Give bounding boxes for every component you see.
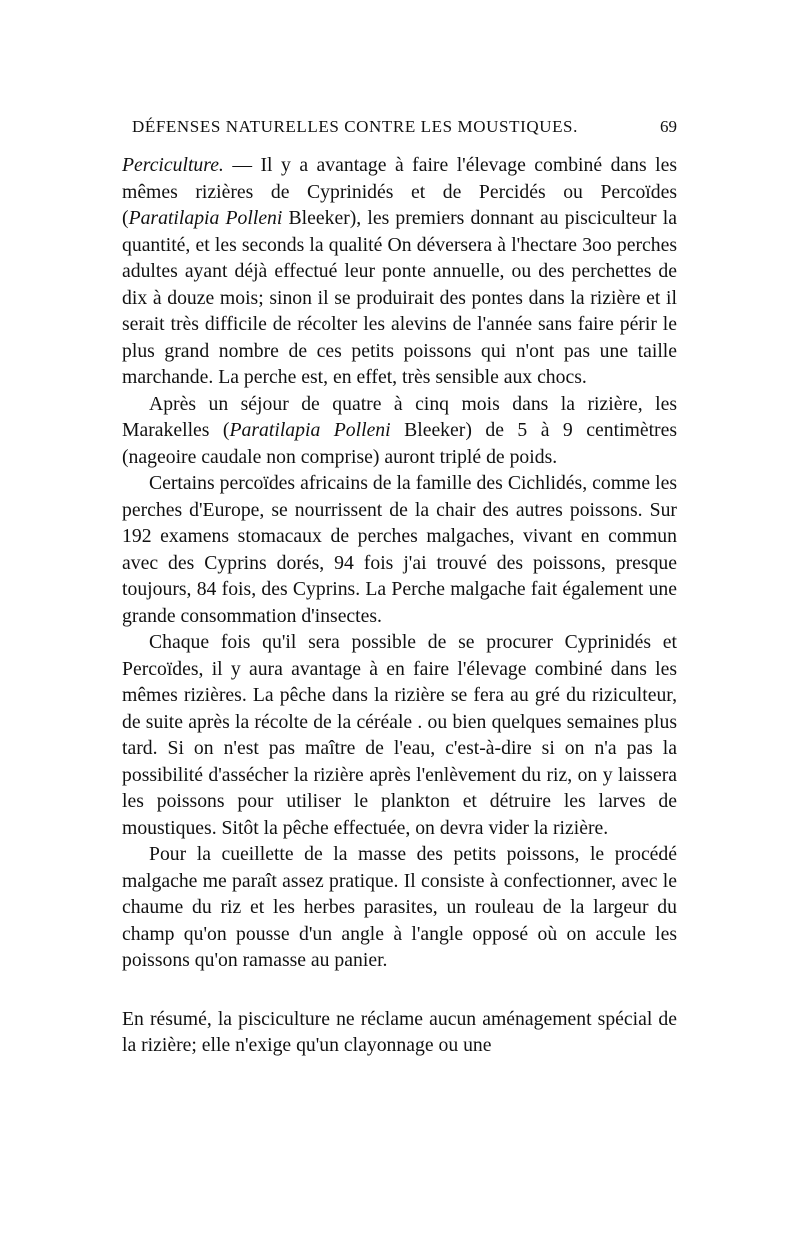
species-name: Paratilapia Polleni	[128, 207, 283, 229]
paragraph-marakelles	[122, 391, 677, 471]
paragraph-lead: Perciculture.	[122, 154, 224, 176]
paragraph-text: Bleeker) de 5 à 9 centimètres (nageoire caudale non comprise) auront triplé de poids.	[122, 419, 677, 468]
running-head	[132, 112, 677, 142]
paragraph-resume: En résumé, la pisciculture ne réclame aucun aménagement spécial de la rizière; elle n'exige qu'un clayonnage ou une	[122, 1007, 677, 1056]
running-title: DÉFENSES NATURELLES CONTRE LES MOUSTIQUES.	[132, 117, 578, 136]
book-page	[122, 112, 677, 1059]
paragraph-text: Bleeker), les premiers donnant au pisciculteur la quantité, et les seconds la qualité On déversera à l'hectare 3oo perches adultes ayant déjà effectué leur ponte annuelle, ou des perchettes de dix à douze mois; sinon il se produirait des pontes dans la rizière et il serait très difficile de récolter les alevins de l'année sans faire périr le plus grand nombre de ces petits poissons qui n'ont pas une taille marchande. La perche est, en effet, très sensible aux chocs.	[122, 207, 677, 388]
body-text	[122, 152, 677, 1059]
paragraph-text: Après un séjour de quatre à cinq mois dans la rizière, les Marakelles (	[122, 392, 677, 441]
paragraph-text: — Il y a avantage à faire l'élevage combiné dans les mêmes rizières de Cyprinidés et de Percidés ou Percoïdes (	[122, 154, 677, 229]
species-name: Paratilapia Polleni	[229, 419, 391, 441]
page-number: 69	[660, 117, 677, 136]
paragraph-perciculture	[122, 152, 677, 391]
paragraph-cichlides: Certains percoïdes africains de la famille des Cichlidés, comme les perches d'Europe, se nourrissent de la chair des autres poissons. Sur 192 examens stomacaux de perches malgaches, vivant en commun avec des Cyprins dorés, 94 fois j'ai trouvé des poissons, presque toujours, 84 fois, des Cyprins. La Perche malgache fait également une grande consommation d'insectes.	[122, 472, 677, 627]
paragraph-elevage-combine: Chaque fois qu'il sera possible de se procurer Cyprinidés et Percoïdes, il y aura avantage à en faire l'élevage combiné dans les mêmes rizières. La pêche dans la rizière se fera au gré du riziculteur, de suite après la récolte de la céréale . ou bien quelques semaines plus tard. Si on n'est pas maître de l'eau, c'est-à-dire si on n'a pas la possibilité d'assécher la rizière après l'enlèvement du riz, on y laissera les poissons pour utiliser le plankton et détruire les larves de moustiques. Sitôt la pêche effectuée, on devra vider la rizière.	[122, 631, 677, 839]
paragraph-cueillette: Pour la cueillette de la masse des petits poissons, le procédé malgache me paraît assez pratique. Il consiste à confectionner, avec le chaume du riz et les herbes parasites, un rouleau de la largeur du champ qu'on pousse d'un angle à l'angle opposé où on accule les poissons qu'on ramasse au panier.	[122, 843, 677, 971]
